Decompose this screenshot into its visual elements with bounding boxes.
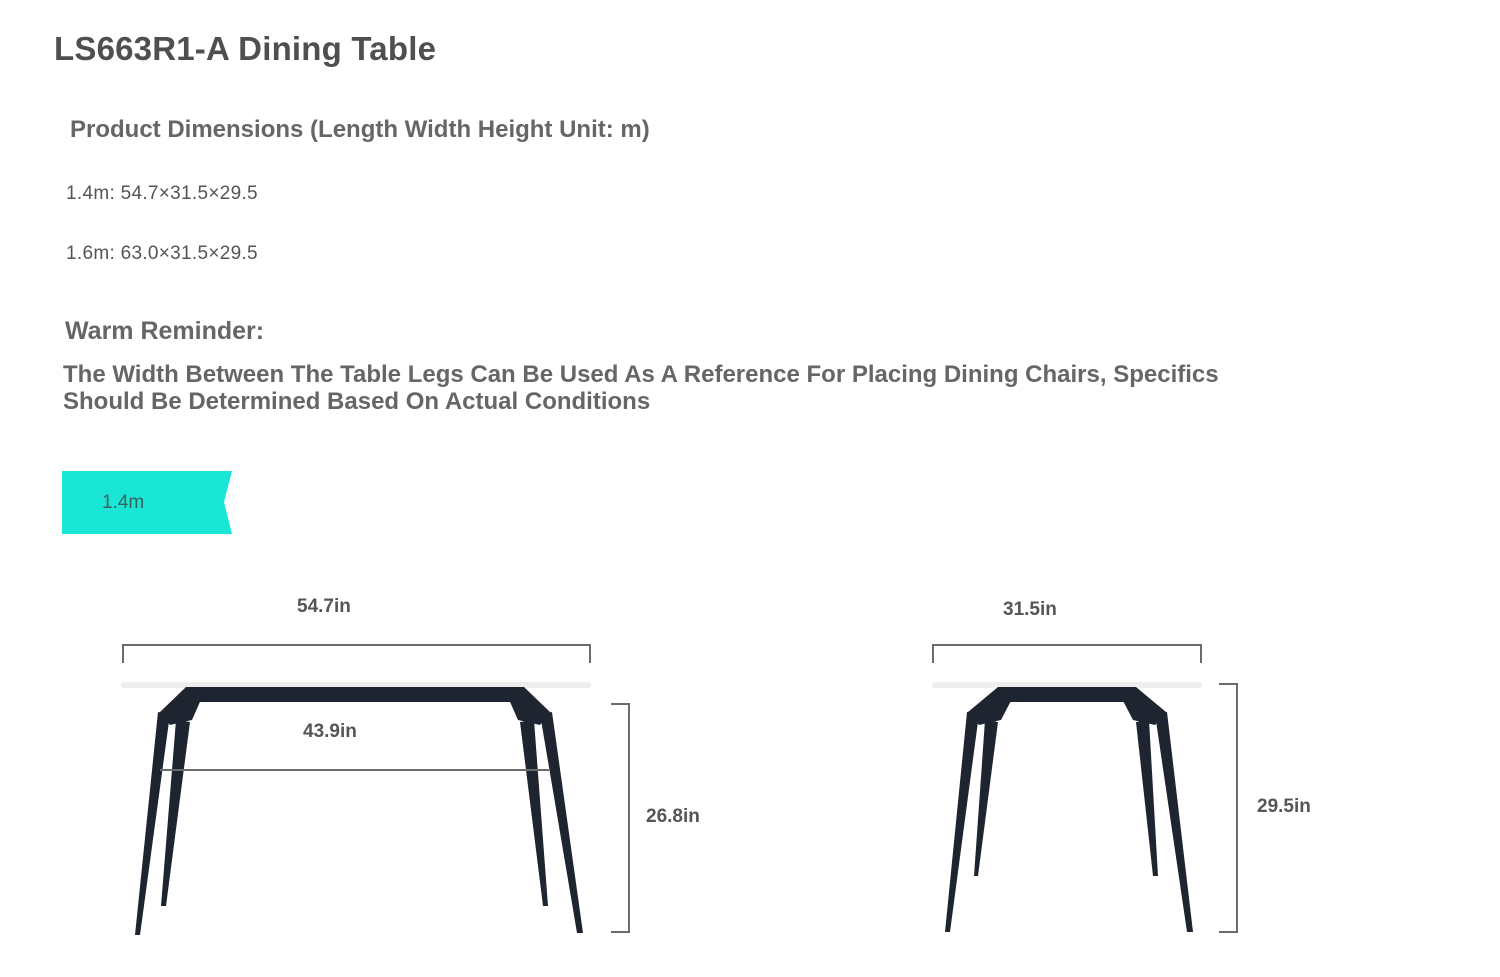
dimensions-heading: Product Dimensions (Length Width Height Unit: m) xyxy=(70,116,650,143)
side-left-outer-leg xyxy=(945,712,979,932)
length-dimension-line xyxy=(123,645,590,663)
apron-front xyxy=(186,687,524,702)
front-height-dimension-line xyxy=(611,704,629,932)
page-title: LS663R1-A Dining Table xyxy=(54,30,437,67)
side-right-inner-leg xyxy=(1136,720,1158,876)
front-right-inner-leg xyxy=(520,720,548,906)
side-width-label: 31.5in xyxy=(1003,599,1057,620)
leg-span-label: 43.9in xyxy=(303,721,357,742)
apron-side xyxy=(998,687,1136,702)
side-view-table xyxy=(932,645,1237,932)
size-tag-label: 1.4m xyxy=(102,492,145,513)
dimension-item-1-4m: 1.4m: 54.7×31.5×29.5 xyxy=(66,183,258,204)
front-height-label: 26.8in xyxy=(646,806,700,827)
reminder-body: The Width Between The Table Legs Can Be Used As A Reference For Placing Dining Chairs, Specifics Should Be Determined Based On Actual Conditions xyxy=(63,361,1219,415)
side-right-outer-leg xyxy=(1155,712,1193,932)
side-height-label: 29.5in xyxy=(1257,796,1311,817)
reminder-heading: Warm Reminder: xyxy=(65,317,265,345)
dimension-item-1-6m: 1.6m: 63.0×31.5×29.5 xyxy=(66,243,258,264)
side-left-inner-leg xyxy=(974,720,998,876)
front-length-label: 54.7in xyxy=(297,596,351,617)
side-height-dimension-line xyxy=(1219,684,1237,932)
width-dimension-line xyxy=(933,645,1201,663)
front-view-table xyxy=(121,645,629,935)
